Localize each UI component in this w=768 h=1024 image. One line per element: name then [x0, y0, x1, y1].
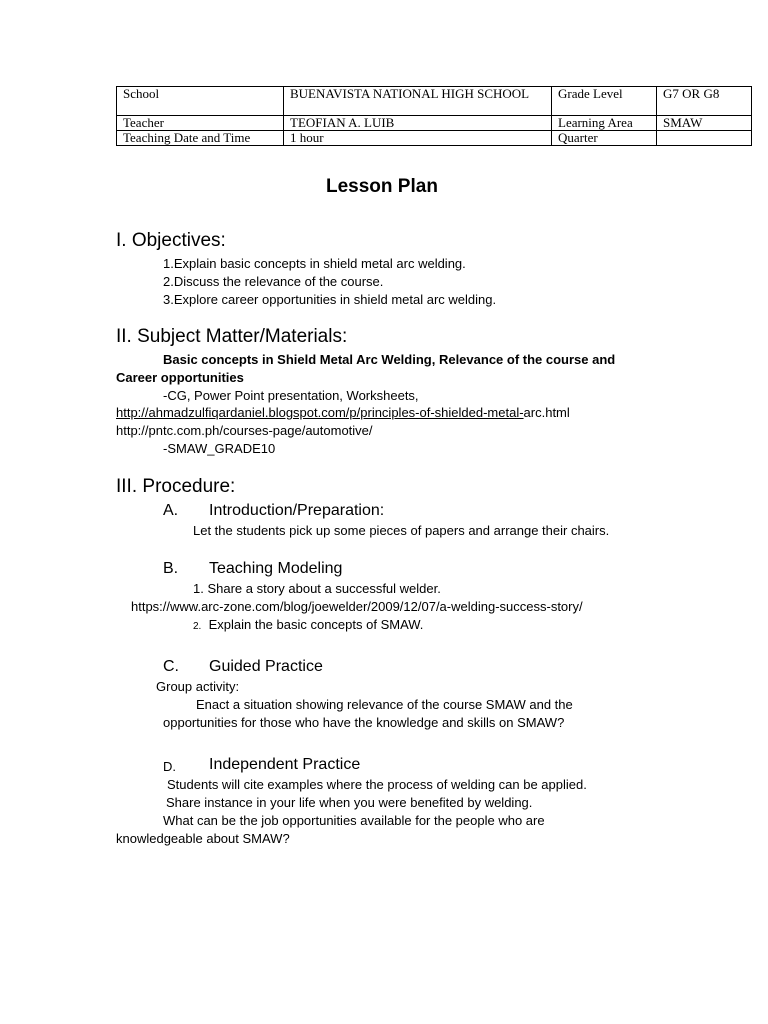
table-row	[117, 131, 752, 146]
reference-link[interactable]	[116, 405, 570, 420]
subject-heading: II. Subject Matter/Materials:	[116, 326, 348, 347]
table-cell: Grade Level	[552, 87, 657, 116]
table-cell: 1 hour	[284, 131, 552, 146]
section-letter: C.	[163, 658, 179, 675]
materials-text: -CG, Power Point presentation, Worksheets,	[163, 388, 419, 403]
section-title: Guided Practice	[209, 658, 323, 675]
table-cell: BUENAVISTA NATIONAL HIGH SCHOOL	[284, 87, 552, 116]
table-cell: School	[117, 87, 284, 116]
section-title: Introduction/Preparation:	[209, 502, 385, 519]
reference-text: -SMAW_GRADE10	[163, 441, 276, 456]
section-text: Enact a situation showing relevance of the course SMAW and the	[196, 697, 573, 712]
section-text: 1. Share a story about a successful welder.	[193, 581, 441, 596]
table-cell: TEOFIAN A. LUIB	[284, 116, 552, 131]
objective-item: 1.Explain basic concepts in shield metal arc welding.	[163, 256, 466, 271]
section-text: What can be the job opportunities available for the people who are	[163, 813, 545, 828]
item-number: 2.	[193, 621, 202, 632]
reference-link-tail: arc.html	[523, 405, 570, 420]
story-url: https://www.arc-zone.com/blog/joewelder/2009/12/07/a-welding-success-story/	[131, 599, 583, 614]
procedure-heading: III. Procedure:	[116, 476, 236, 497]
subject-topic-line: Basic concepts in Shield Metal Arc Welding, Relevance of the course and	[163, 352, 616, 367]
section-text: knowledgeable about SMAW?	[116, 831, 290, 846]
table-cell: Quarter	[552, 131, 657, 146]
section-label: Group activity:	[156, 679, 240, 694]
item-text: Explain the basic concepts of SMAW.	[208, 617, 424, 632]
objective-item: 2.Discuss the relevance of the course.	[163, 274, 384, 289]
reference-link-underlined[interactable]: http://ahmadzulfiqardaniel.blogspot.com/p/principles-of-shielded-metal-	[116, 405, 524, 420]
section-text: opportunities for those who have the knowledge and skills on SMAW?	[163, 715, 565, 730]
section-letter: D.	[163, 759, 176, 774]
table-row	[117, 116, 752, 131]
table-cell: SMAW	[657, 116, 752, 131]
section-title: Independent Practice	[209, 756, 361, 773]
section-letter: A.	[163, 502, 179, 519]
section-title: Teaching Modeling	[209, 560, 343, 577]
table-cell: Teacher	[117, 116, 284, 131]
table-cell	[657, 131, 752, 146]
section-text: Students will cite examples where the process of welding can be applied.	[167, 777, 587, 792]
table-cell: Teaching Date and Time	[117, 131, 284, 146]
reference-link: http://pntc.com.ph/courses-page/automotive/	[116, 423, 373, 438]
page-title: Lesson Plan	[326, 176, 438, 197]
section-letter: B.	[163, 560, 179, 577]
section-text: Share instance in your life when you were benefited by welding.	[166, 795, 533, 810]
table-cell: G7 OR G8	[657, 87, 752, 116]
objective-item: 3.Explore career opportunities in shield metal arc welding.	[163, 292, 497, 307]
objectives-heading: I. Objectives:	[116, 230, 226, 251]
section-text: Let the students pick up some pieces of papers and arrange their chairs.	[193, 523, 610, 538]
subject-topic-line: Career opportunities	[116, 370, 244, 385]
section-text	[193, 617, 423, 632]
table-cell: Learning Area	[552, 116, 657, 131]
table-row	[117, 87, 752, 116]
header-table	[116, 86, 752, 146]
